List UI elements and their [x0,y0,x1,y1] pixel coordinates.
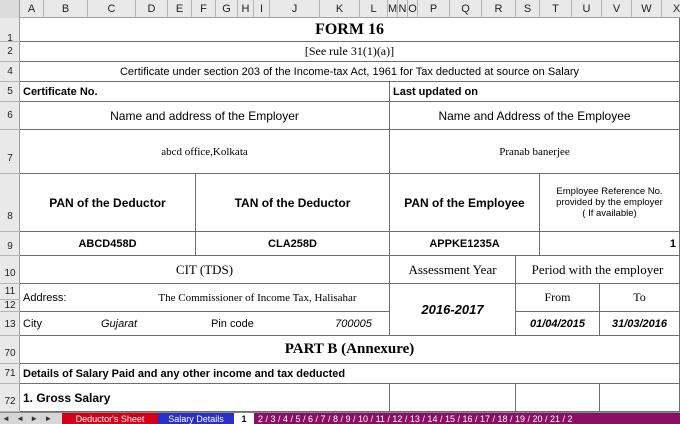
column-header[interactable]: L [360,0,388,18]
row-header[interactable]: 8 [0,174,20,232]
part-b-heading[interactable]: PART B (Annexure) [20,336,680,364]
column-header[interactable]: S [516,0,540,18]
form-title[interactable]: FORM 16 [20,18,680,42]
emp-ref-label-line: ( If available) [582,208,637,219]
period-label[interactable]: Period with the employer [516,256,680,284]
pincode-value[interactable]: 700005 [318,312,390,336]
emp-ref-label-line: Employee Reference No. [556,186,663,197]
assessment-year-value[interactable]: 2016-2017 [390,284,516,336]
address-label[interactable]: Address: [20,284,126,312]
column-header[interactable]: G [216,0,238,18]
row-header[interactable]: 5 [0,82,20,102]
column-header[interactable]: W [632,0,662,18]
row-header[interactable]: 13 [0,312,20,336]
employee-header[interactable]: Name and Address of the Employee [390,102,680,130]
column-header[interactable]: V [602,0,632,18]
form-grid [20,18,680,412]
column-header[interactable]: X [662,0,680,18]
city-label[interactable]: City [20,312,98,336]
gross-salary-cell[interactable] [600,384,680,412]
row-header[interactable]: 72 [0,384,20,412]
pan-employee-label[interactable]: PAN of the Employee [390,174,540,232]
row-header[interactable]: 9 [0,232,20,256]
from-date-value[interactable]: 01/04/2015 [516,312,600,336]
gross-salary-cell[interactable] [390,384,516,412]
row-header[interactable]: 1 [0,18,20,42]
tab-numbered-sheets[interactable]: 2 / 3 / 4 / 5 / 6 / 7 / 8 / 9 / 10 / 11 / 12 / 13 / 14 / 15 / 16 / 17 / 18 / 19 / 20 / 21 / 2 [254,413,680,424]
row-header[interactable]: 10 [0,256,20,284]
tab-deductors-sheet[interactable]: Deductor's Sheet [62,413,158,424]
row-header[interactable]: 2 [0,42,20,62]
row-header-bar [0,18,20,412]
column-header[interactable]: P [418,0,450,18]
to-label[interactable]: To [600,284,680,312]
column-header[interactable]: E [168,0,192,18]
employee-name[interactable]: Pranab banerjee [390,130,680,174]
column-header[interactable]: R [482,0,516,18]
tab-scroll-buttons[interactable]: ◄ ◄ ► ► [2,414,55,423]
column-header[interactable]: C [88,0,136,18]
column-header[interactable]: F [192,0,216,18]
salary-details-heading[interactable]: Details of Salary Paid and any other income and tax deducted [20,364,680,384]
pan-employee-value[interactable]: APPKE1235A [390,232,540,256]
sheet-tab-bar [0,412,680,424]
row-header[interactable]: 11 [0,284,20,300]
column-header[interactable]: D [136,0,168,18]
column-header[interactable]: H [238,0,254,18]
city-value[interactable]: Gujarat [98,312,208,336]
tab-1[interactable]: 1 [234,413,254,424]
column-header[interactable]: I [254,0,270,18]
row-header[interactable]: 70 [0,336,20,364]
column-header[interactable]: U [572,0,602,18]
cit-tds-label[interactable]: CIT (TDS) [20,256,390,284]
column-header[interactable]: M [388,0,398,18]
employer-name[interactable]: abcd office,Kolkata [20,130,390,174]
emp-ref-label-line: provided by the employer [556,197,663,208]
row-header[interactable]: 12 [0,300,20,312]
pincode-label[interactable]: Pin code [208,312,318,336]
row-header[interactable]: 71 [0,364,20,384]
gross-salary-label[interactable]: 1. Gross Salary [20,384,390,412]
rule-reference[interactable]: [See rule 31(1)(a)] [20,42,680,62]
address-value[interactable]: The Commissioner of Income Tax, Halisahar [126,284,390,312]
assessment-year-label[interactable]: Assessment Year [390,256,516,284]
column-header[interactable]: Q [450,0,482,18]
row-header[interactable]: 7 [0,130,20,174]
gross-salary-cell[interactable] [516,384,600,412]
row-header[interactable]: 6 [0,102,20,130]
row-header[interactable]: 4 [0,62,20,82]
pan-deductor-value[interactable]: ABCD458D [20,232,196,256]
to-date-value[interactable]: 31/03/2016 [600,312,680,336]
tab-salary-details[interactable]: Salary Details [158,413,234,424]
certificate-text[interactable]: Certificate under section 203 of the Income-tax Act, 1961 for Tax deducted at source on Salary [20,62,680,82]
employee-reference-value[interactable]: 1 [540,232,680,256]
column-header[interactable]: T [540,0,572,18]
employee-reference-label[interactable] [540,174,680,232]
column-header[interactable]: A [20,0,44,18]
from-label[interactable]: From [516,284,600,312]
last-updated-label[interactable]: Last updated on [390,82,680,102]
column-header[interactable]: N [398,0,408,18]
tan-deductor-value[interactable]: CLA258D [196,232,390,256]
tan-deductor-label[interactable]: TAN of the Deductor [196,174,390,232]
employer-header[interactable]: Name and address of the Employer [20,102,390,130]
column-header[interactable]: K [320,0,360,18]
pan-deductor-label[interactable]: PAN of the Deductor [20,174,196,232]
column-header[interactable]: O [408,0,418,18]
certificate-no-label[interactable]: Certificate No. [20,82,390,102]
select-all-corner[interactable] [0,0,20,18]
column-header[interactable]: J [270,0,320,18]
column-header[interactable]: B [44,0,88,18]
column-header-bar [0,0,680,18]
